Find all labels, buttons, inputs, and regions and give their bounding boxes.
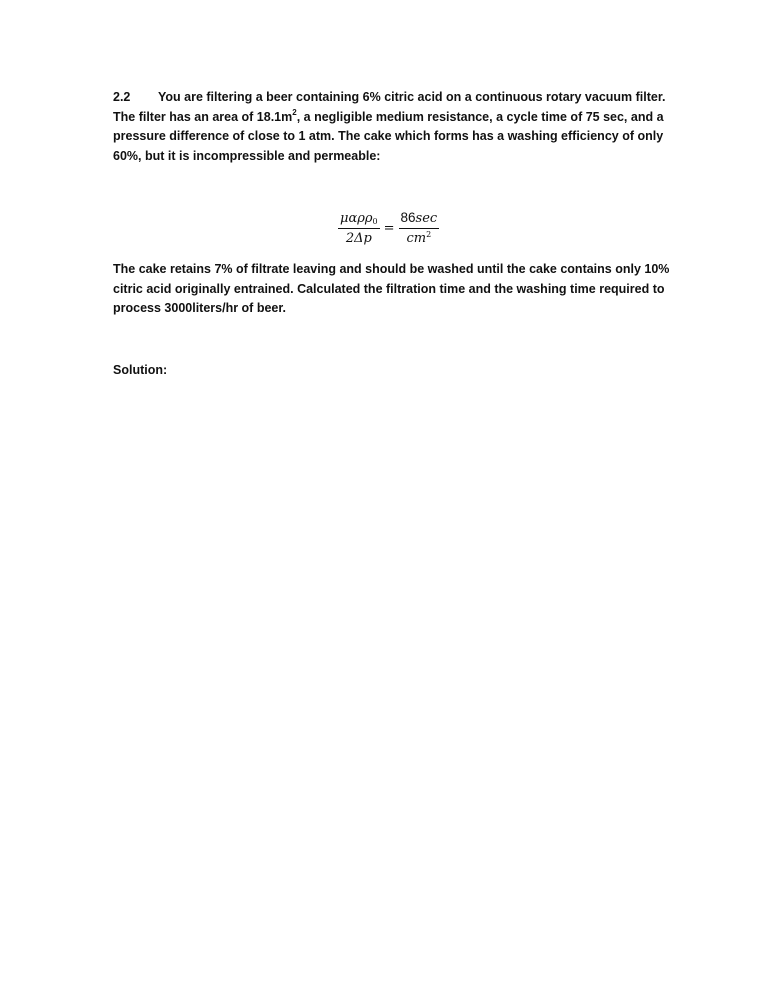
rhs-denominator-unit: cm bbox=[406, 231, 427, 246]
lhs-numerator-subscript: 0 bbox=[372, 216, 378, 226]
problem-intro: You are filtering a beer containing 6% citric acid on a continuous rotary vacuum filter. The filter has an area of 18.1m bbox=[113, 90, 666, 124]
area-exponent: 2 bbox=[292, 107, 297, 117]
rhs-numerator-unit: sec bbox=[415, 211, 438, 226]
problem-intro-rest: , a negligible medium resistance, a cycle time of 75 sec, and a pressure difference of close to 1 atm. The cake which forms has a washing efficiency of only 60%, but it is incompressible and permeable: bbox=[113, 109, 664, 163]
problem-number: 2.2 bbox=[113, 90, 131, 104]
equals-sign: = bbox=[383, 220, 395, 236]
problem-statement bbox=[113, 88, 673, 166]
rhs-numerator-value: 86 bbox=[400, 210, 416, 225]
rhs-denominator-exponent: 2 bbox=[426, 230, 432, 239]
solution-label: Solution: bbox=[113, 363, 168, 377]
retention-paragraph: The cake retains 7% of filtrate leaving and should be washed until the cake contains only 10% citric acid originally entrained. Calculated the filtration time and the washing time required to process 3000liters/hr of beer. bbox=[113, 262, 670, 315]
lhs-numerator: μαρρ bbox=[340, 210, 373, 226]
lhs-fraction bbox=[338, 211, 380, 246]
equation bbox=[338, 207, 439, 249]
rhs-fraction bbox=[399, 210, 440, 246]
lhs-denominator: 2Δp bbox=[345, 230, 372, 246]
